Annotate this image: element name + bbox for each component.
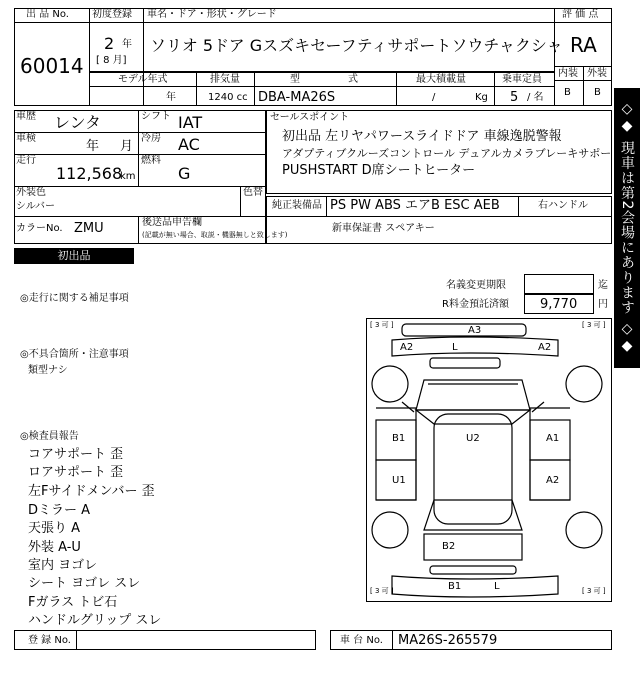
mark-front-center: L	[452, 342, 458, 353]
inspector-line: Fガラス トビ石	[28, 595, 118, 610]
max-load-value: /	[432, 92, 436, 103]
inspector-line: ハンドルグリップ スレ	[28, 613, 162, 628]
shift-label: シフト	[141, 111, 171, 122]
defects-note: 類型ナシ	[28, 365, 68, 376]
mark-left-rear-door: U1	[392, 475, 406, 486]
sales-point-line: アダプティブクルーズコントロール デュアルカメラブレーキサポート	[282, 147, 623, 160]
section-defects: ◎不具合箇所・注意事項	[20, 349, 129, 360]
recycle-label: R料金預託済額	[442, 299, 509, 310]
exterior-color-label: 外装色	[16, 187, 46, 198]
capacity-value: 5	[510, 90, 519, 105]
mark-front-bumper: A3	[468, 325, 482, 336]
section-running: ◎走行に関する補足事項	[20, 293, 129, 304]
sales-point-line: 初出品 左リヤパワースライドドア 車線逸脱警報	[282, 129, 562, 144]
chassis-label: 車 台 No.	[340, 635, 383, 646]
model-year-label: モデル年式	[118, 74, 168, 85]
ac-label: 冷房	[141, 133, 161, 144]
fuel-label: 燃料	[141, 155, 161, 166]
mark-left-front-door: B1	[392, 433, 406, 444]
mileage-label: 走行	[16, 155, 36, 166]
lot-label: 出 品 No.	[26, 9, 69, 20]
equipment-items: PS PW ABS エアB ESC AEB	[330, 198, 500, 213]
inspector-line: シート ヨゴレ スレ	[28, 576, 141, 591]
history-label: 車歴	[16, 111, 36, 122]
type-label-2: 式	[348, 74, 358, 85]
warranty-value: 新車保証書 スペアキー	[332, 223, 435, 234]
capacity-label: 乗車定員	[502, 74, 542, 85]
max-load-unit: Kg	[475, 92, 488, 103]
lot-number: 60014	[20, 54, 84, 78]
first-listing-tag: 初出品	[14, 248, 134, 264]
car-name: ソリオ 5ドア Gスズキセーフティサポートソウチャクシャ	[150, 36, 563, 55]
exterior-grade: B	[594, 87, 601, 98]
color-no-value: ZMU	[74, 221, 104, 236]
fuel-value: G	[178, 164, 191, 183]
docs-label: 後送品申告欄	[142, 217, 202, 228]
exterior-color-value: シルバー	[16, 201, 56, 212]
inspector-line: ロアサポート 歪	[28, 465, 124, 480]
displacement-label: 排気量	[210, 74, 240, 85]
side-banner: ◇◆ 現車は第2会場にあります ◇◆	[614, 88, 640, 368]
exterior-label: 外装	[587, 68, 607, 79]
capacity-unit: / 名	[527, 92, 544, 103]
ac-value: AC	[178, 135, 200, 154]
recycle-unit: 円	[598, 299, 608, 310]
name-change-unit: 迄	[598, 280, 608, 291]
grade-label: 評 価 点	[562, 9, 599, 20]
mark-front-left: A2	[400, 342, 414, 353]
diagram-corner-tl: [ 3 可 ]	[370, 321, 394, 329]
inspection-label: 車検	[16, 133, 36, 144]
first-reg-year-unit: 年	[122, 39, 132, 50]
sales-point-line: PUSHSTART D席シートヒーター	[282, 163, 476, 178]
diagram-corner-br: [ 3 可 ]	[582, 587, 606, 595]
name-change-label: 名義変更期限	[446, 280, 506, 291]
inspector-line: Dミラー A	[28, 503, 91, 518]
docs-note: (記載が無い場合、取説・機器無しと致します)	[142, 231, 288, 239]
reg-no-label: 登 録 No.	[28, 635, 71, 646]
model-year-unit: 年	[166, 92, 176, 103]
handle-value: 右ハンドル	[538, 200, 588, 211]
inspection-month: 月	[120, 139, 134, 154]
inspector-line: 天張り A	[28, 521, 81, 536]
recycle-amount: 9,770	[540, 297, 578, 312]
color-change-label: 色替	[243, 187, 263, 198]
inspector-line: 左Fサイドメンバー 歪	[28, 484, 155, 499]
max-load-label: 最大積載量	[416, 74, 466, 85]
section-inspector: ◎検査員報告	[20, 431, 79, 442]
mark-rear-bumper: B1	[448, 581, 462, 592]
first-reg-year: 2	[104, 34, 115, 53]
inspector-line: コアサポート 歪	[28, 447, 124, 462]
type-value: DBA-MA26S	[258, 90, 336, 105]
equipment-label: 純正装備品	[272, 200, 322, 211]
inspector-line: 室内 ヨゴレ	[28, 558, 98, 573]
displacement-value: 1240 cc	[208, 92, 248, 103]
shift-value: IAT	[178, 113, 203, 132]
type-label: 型	[290, 74, 300, 85]
mark-right-front-door: A1	[546, 433, 560, 444]
mark-rear-hatch: B2	[442, 541, 456, 552]
grade-value: RA	[570, 33, 597, 57]
mark-front-right: A2	[538, 342, 552, 353]
interior-label: 内装	[558, 68, 578, 79]
inspection-year: 年	[86, 139, 100, 154]
history-value: レンタ	[54, 113, 101, 132]
diagram-corner-tr: [ 3 可 ]	[582, 321, 606, 329]
chassis-value: MA26S-265579	[398, 633, 498, 648]
mark-rear-center: L	[494, 581, 500, 592]
mark-roof: U2	[466, 433, 480, 444]
car-name-label: 車名・ドア・形状・グレード	[147, 9, 277, 20]
color-no-label: カラーNo.	[16, 223, 63, 234]
mark-right-rear-door: A2	[546, 475, 560, 486]
first-reg-label: 初度登録	[92, 9, 132, 20]
inspector-line: 外装 A-U	[28, 540, 81, 555]
diagram-corner-bl: [ 3 可 ]	[370, 587, 394, 595]
sales-points-label: セールスポイント	[270, 112, 350, 123]
mileage-value: 112,568	[56, 164, 123, 183]
mileage-unit: km	[120, 171, 136, 182]
interior-grade: B	[564, 87, 571, 98]
first-reg-month: [ 8 月]	[96, 55, 127, 66]
